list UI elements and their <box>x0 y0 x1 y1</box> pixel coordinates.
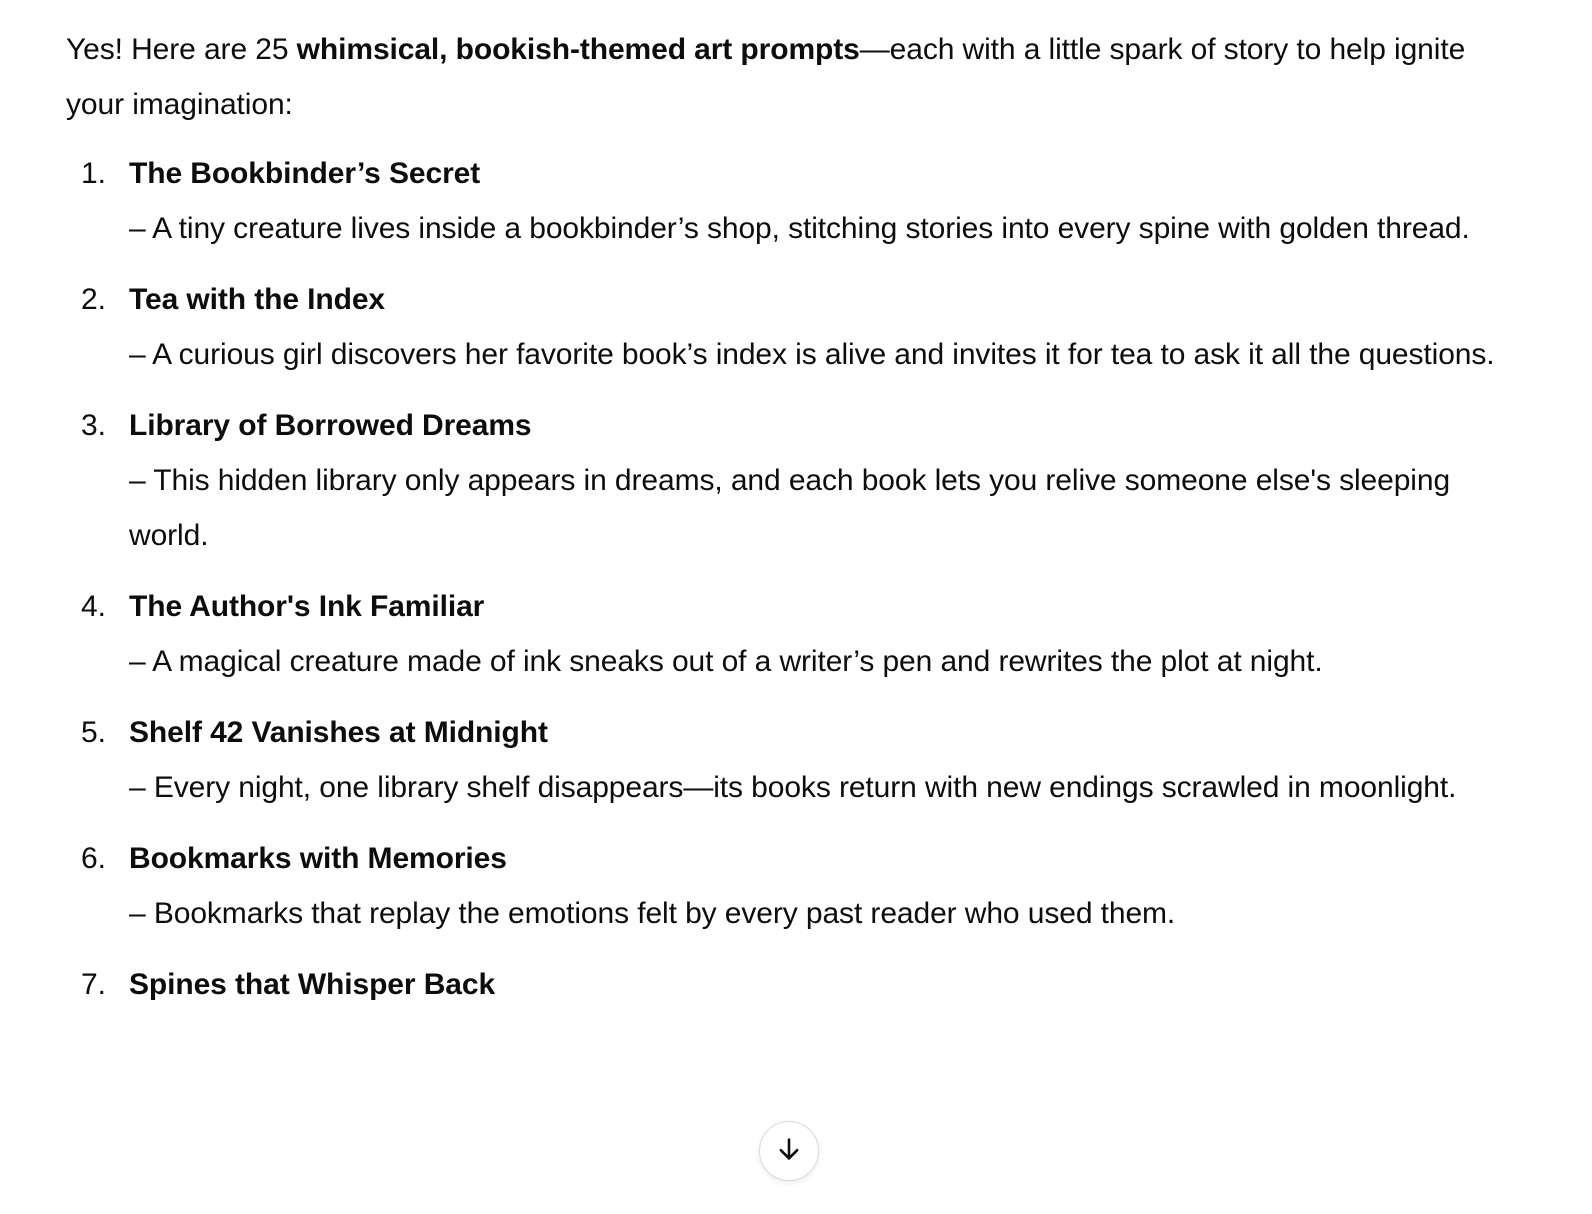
intro-prefix: Yes! Here are 25 <box>66 33 297 66</box>
intro-bold: whimsical, bookish-themed art prompts <box>296 33 860 66</box>
list-item <box>66 957 1506 1012</box>
list-item <box>66 272 1506 382</box>
list-item-number: 2. <box>81 283 106 316</box>
list-item-description: – This hidden library only appears in dreams, and each book lets you relive someone else's sleeping world. <box>129 464 1451 552</box>
list-item-number: 1. <box>81 157 106 190</box>
list-item-number: 5. <box>81 716 106 749</box>
scroll-to-bottom-button[interactable] <box>759 1121 819 1181</box>
intro-suffix: —each with a little spark of story to help ignite your imagination: <box>66 33 1466 121</box>
list-item-number: 6. <box>81 842 106 875</box>
list-item-title: Tea with the Index <box>129 283 386 316</box>
list-item-description: – A magical creature made of ink sneaks out of a writer’s pen and rewrites the plot at night. <box>129 645 1323 678</box>
prompt-list <box>66 146 1506 1012</box>
list-item <box>66 705 1506 815</box>
list-item-title: The Bookbinder’s Secret <box>129 157 481 190</box>
assistant-message <box>66 22 1506 1028</box>
list-item-description: – Bookmarks that replay the emotions felt by every past reader who used them. <box>129 897 1176 930</box>
list-item-description: – Every night, one library shelf disappears—its books return with new endings scrawled in moonlight. <box>129 771 1457 804</box>
arrow-down-icon <box>775 1135 803 1168</box>
list-item-title: Bookmarks with Memories <box>129 842 507 875</box>
list-item-description: – A curious girl discovers her favorite book’s index is alive and invites it for tea to ask it all the questions. <box>129 338 1495 371</box>
list-item-number: 3. <box>81 409 106 442</box>
list-item-title: Shelf 42 Vanishes at Midnight <box>129 716 548 749</box>
list-item-number: 4. <box>81 590 106 623</box>
list-item <box>66 146 1506 256</box>
list-item <box>66 831 1506 941</box>
list-item-title: Spines that Whisper Back <box>129 968 496 1001</box>
list-item-number: 7. <box>81 968 106 1001</box>
list-item <box>66 398 1506 563</box>
list-item-description: – A tiny creature lives inside a bookbinder’s shop, stitching stories into every spine with golden thread. <box>129 212 1470 245</box>
list-item-title: The Author's Ink Familiar <box>129 590 485 623</box>
intro-paragraph <box>66 22 1506 132</box>
list-item <box>66 579 1506 689</box>
list-item-title: Library of Borrowed Dreams <box>129 409 532 442</box>
